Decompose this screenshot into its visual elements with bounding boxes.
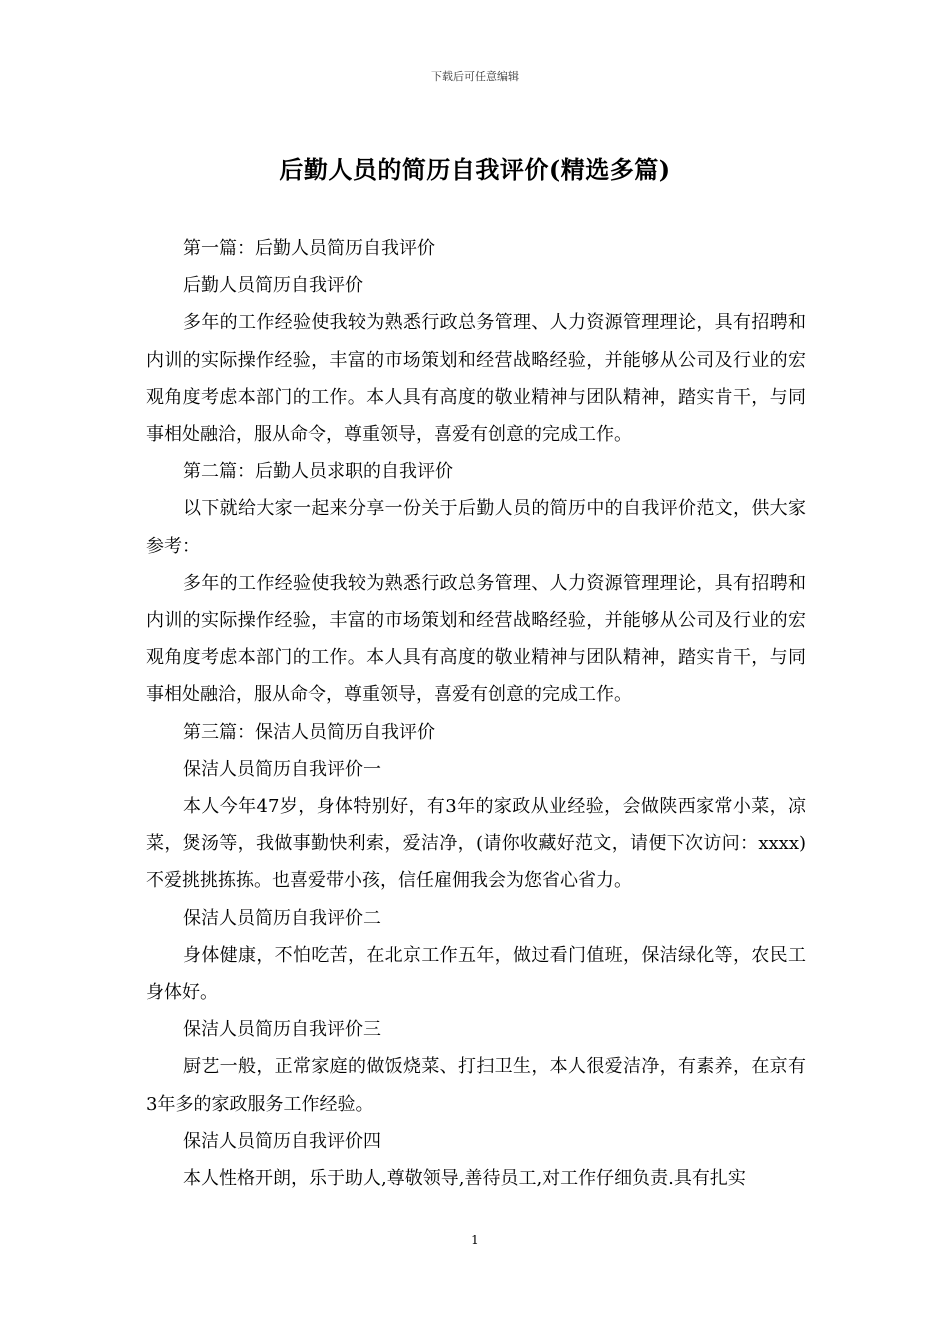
paragraph: 以下就给大家一起来分享一份关于后勤人员的简历中的自我评价范文，供大家参考： — [146, 498, 806, 557]
paragraph: 厨艺一般，正常家庭的做饭烧菜、打扫卫生，本人很爱洁净，有素养，在京有3年多的家政服务工作经验。 — [146, 1056, 806, 1115]
paragraph: 本人性格开朗，乐于助人,尊敬领导,善待员工,对工作仔细负责.具有扎实 — [183, 1168, 746, 1190]
section-heading-2: 第二篇：后勤人员求职的自我评价 — [183, 461, 453, 483]
page-number: 1 — [471, 1233, 479, 1247]
paragraph: 多年的工作经验使我较为熟悉行政总务管理、人力资源管理理论，具有招聘和内训的实际操作经验，丰富的市场策划和经营战略经验，并能够从公司及行业的宏观角度考虑本部门的工作。本人具有高度的敬业精神与团队精神，踏实肯干，与同事相处融洽，服从命令，尊重领导，喜爱有创意的完成工作。 — [146, 312, 806, 446]
subheading: 保洁人员简历自我评价二 — [183, 907, 381, 929]
header-note: 下载后可任意编辑 — [431, 70, 519, 83]
subheading: 保洁人员简历自我评价四 — [183, 1130, 381, 1152]
paragraph: 身体健康，不怕吃苦，在北京工作五年，做过看门值班，保洁绿化等，农民工身体好。 — [146, 944, 806, 1004]
subheading: 保洁人员简历自我评价一 — [183, 758, 381, 780]
section-heading-3: 第三篇：保洁人员简历自我评价 — [183, 721, 435, 743]
subheading: 保洁人员简历自我评价三 — [183, 1019, 381, 1041]
paragraph: 多年的工作经验使我较为熟悉行政总务管理、人力资源管理理论，具有招聘和内训的实际操作经验，丰富的市场策划和经营战略经验，并能够从公司及行业的宏观角度考虑本部门的工作。本人具有高度的敬业精神与团队精神，踏实肯干，与同事相处融洽，服从命令，尊重领导，喜爱有创意的完成工作。 — [146, 572, 806, 706]
subheading: 后勤人员简历自我评价 — [183, 275, 363, 297]
paragraph: 本人今年47岁，身体特别好，有3年的家政从业经验，会做陕西家常小菜，凉菜，煲汤等，我做事勤快利索，爱洁净，(请你收藏好范文，请便下次访问：xxxx)不爱挑挑拣拣。也喜爱带小孩，信任雇佣我会为您省心省力。 — [146, 796, 806, 892]
document-title: 后勤人员的简历自我评价(精选多篇) — [279, 155, 671, 184]
document-body — [146, 230, 806, 1197]
section-heading-1: 第一篇：后勤人员简历自我评价 — [183, 238, 435, 259]
